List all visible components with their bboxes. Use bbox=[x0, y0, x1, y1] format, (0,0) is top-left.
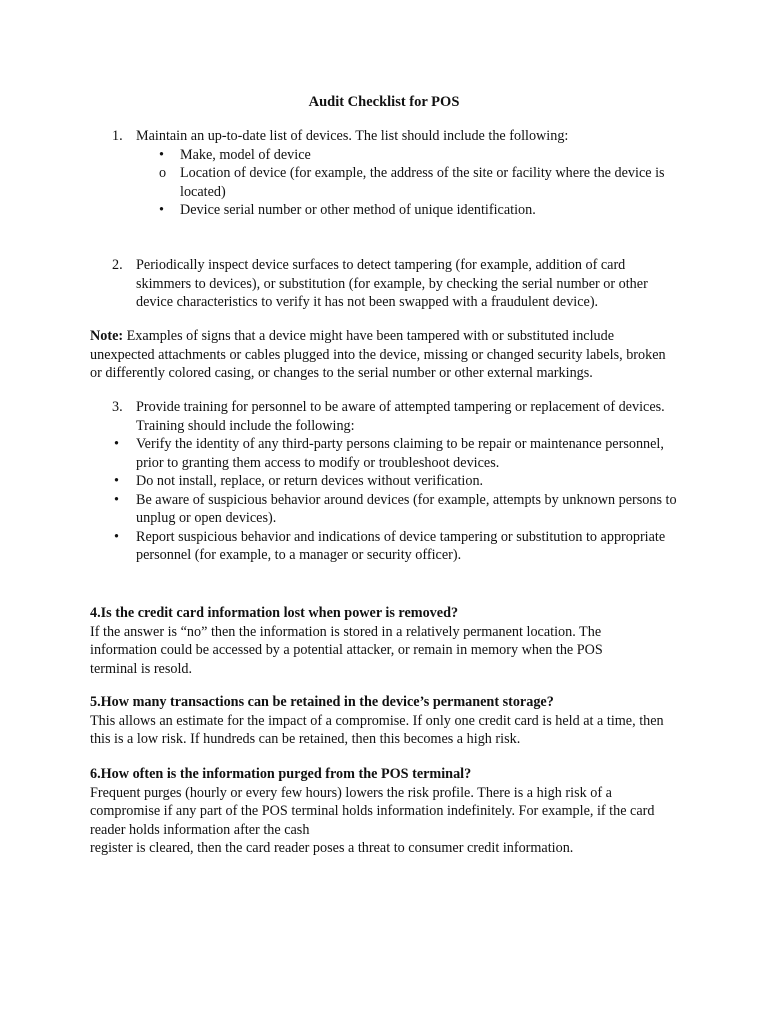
checklist-item-3 bbox=[90, 398, 680, 565]
document-title: Audit Checklist for POS bbox=[308, 94, 460, 110]
question-5 bbox=[90, 693, 680, 749]
question-6 bbox=[90, 765, 672, 858]
bullet-icon: • bbox=[114, 436, 119, 452]
item-number: 2. bbox=[112, 257, 123, 273]
circle-bullet-icon: o bbox=[159, 165, 167, 181]
item-text: Periodically inspect device surfaces to detect tampering (for example, addition of card skimmers to devices), or substitution (for example, by checking the serial number or other device characteristics to verify it has not been swapped with a fraudulent device). bbox=[136, 257, 648, 310]
bullet-icon: • bbox=[159, 202, 164, 218]
question-heading: 6.How often is the information purged from the POS terminal? bbox=[90, 766, 472, 782]
note-text: Examples of signs that a device might have been tampered with or substituted include unexpected attachments or cables plugged into the device, missing or changed security labels, broken or differently colored casing, or changes to the serial number or other external markings. bbox=[90, 328, 666, 381]
item-text: Provide training for personnel to be aware of attempted tampering or replacement of devices. Training should include the following: bbox=[136, 399, 665, 434]
sub-list bbox=[90, 146, 680, 220]
checklist-item-1 bbox=[90, 127, 680, 220]
bullet-icon: • bbox=[159, 146, 164, 163]
list-item: • Be aware of suspicious behavior around devices (for example, attempts by unknown persons to unplug or open devices). bbox=[114, 491, 677, 526]
question-4 bbox=[90, 604, 650, 678]
question-answer: This allows an estimate for the impact of a compromise. If only one credit card is held at a time, then this is a low risk. If hundreds can be retained, then this becomes a high risk. bbox=[90, 712, 664, 747]
note-label: Note: bbox=[90, 328, 124, 344]
checklist-item-2 bbox=[90, 256, 680, 312]
item-text: Maintain an up-to-date list of devices. The list should include the following: bbox=[136, 128, 569, 144]
question-answer: Frequent purges (hourly or every few hours) lowers the risk profile. There is a high risk of a compromise if any part of the POS terminal holds information indefinitely. For example, if the card reader holds information after the cash bbox=[90, 784, 655, 838]
item-number: 3. bbox=[112, 399, 123, 415]
list-item: • Make, model of device bbox=[159, 146, 311, 163]
list-item: • Verify the identity of any third-party persons claiming to be repair or maintenance personnel, prior to granting them access to modify or troubleshoot devices. bbox=[114, 436, 664, 471]
bullet-icon: • bbox=[114, 473, 119, 489]
note-paragraph bbox=[90, 327, 672, 383]
bullet-list bbox=[90, 435, 680, 565]
list-item: • Device serial number or other method of unique identification. bbox=[159, 202, 536, 218]
list-item: • Do not install, replace, or return devices without verification. bbox=[114, 473, 484, 489]
list-item: • Report suspicious behavior and indications of device tampering or substitution to appropriate personnel (for example, to a manager or security officer). bbox=[114, 528, 666, 563]
question-answer: If the answer is “no” then the information is stored in a relatively permanent location. The information could be accessed by a potential attacker, or remain in memory when the POS terminal is resold. bbox=[90, 623, 603, 677]
question-answer-continued: register is cleared, then the card reader poses a threat to consumer credit information. bbox=[90, 840, 574, 856]
question-heading: 4.Is the credit card information lost when power is removed? bbox=[90, 605, 459, 621]
list-item: o Location of device (for example, the address of the site or facility where the device is located) bbox=[159, 165, 665, 200]
bullet-icon: • bbox=[114, 528, 119, 545]
item-number: 1. bbox=[112, 128, 123, 144]
bullet-icon: • bbox=[114, 491, 119, 508]
question-heading: 5.How many transactions can be retained in the device’s permanent storage? bbox=[90, 694, 554, 710]
